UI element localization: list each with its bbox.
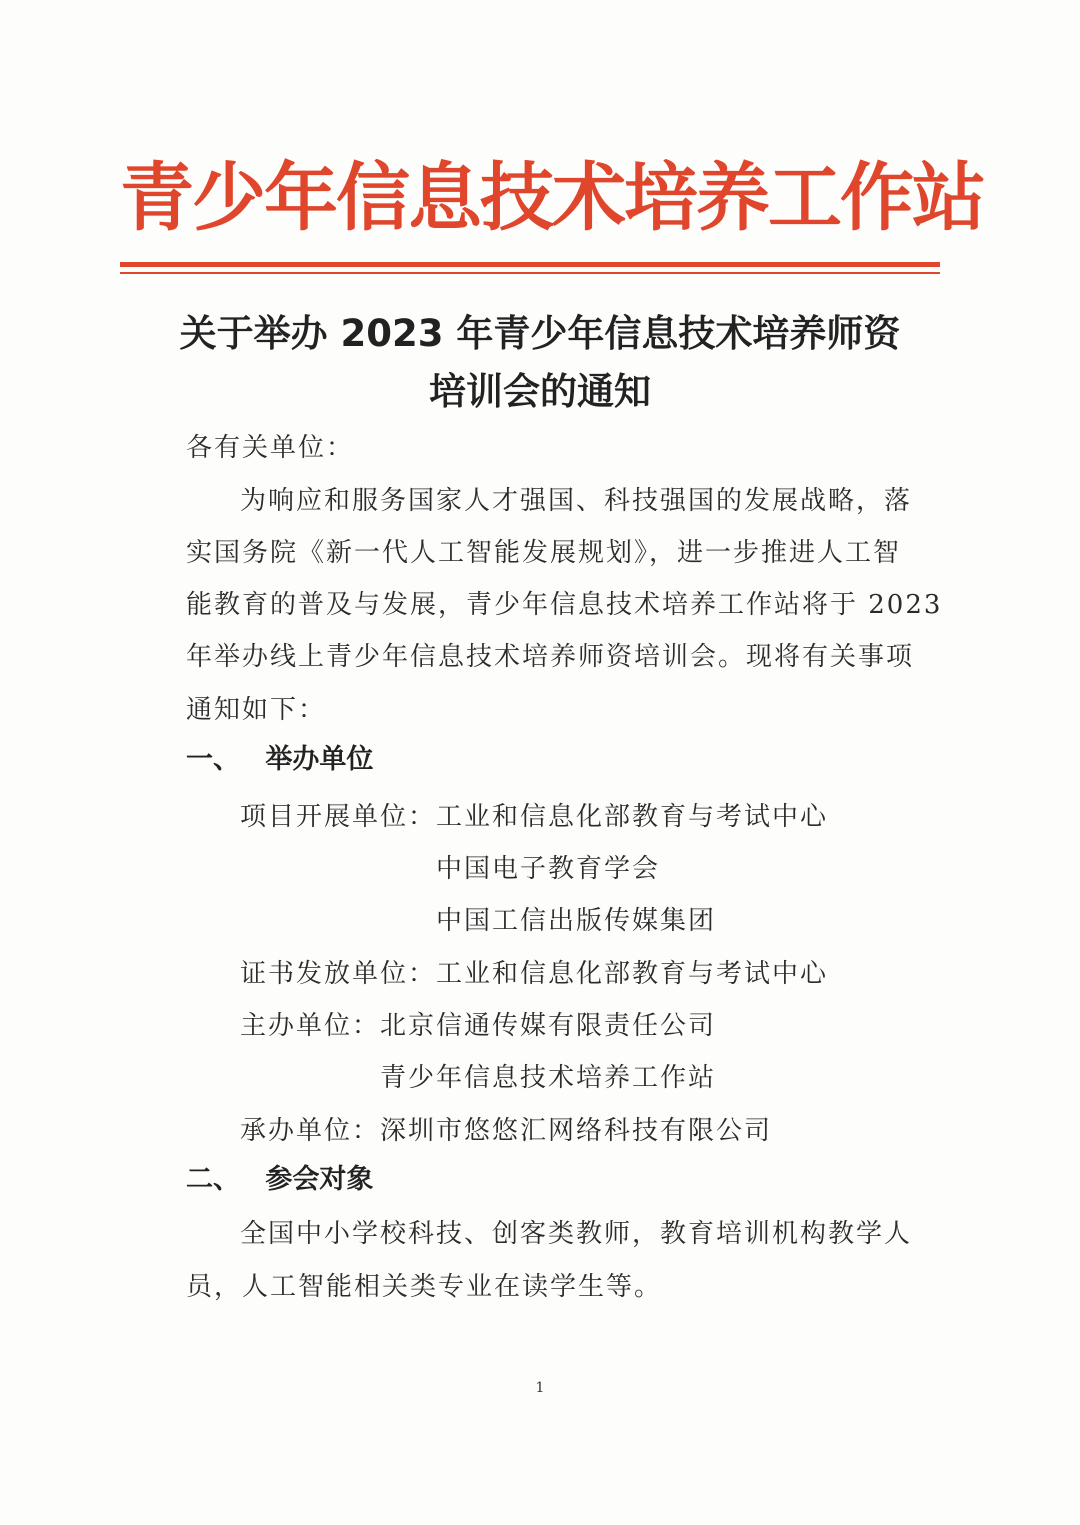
section-2-heading bbox=[186, 1154, 373, 1206]
organizer-unit: 深圳市悠悠汇网络科技有限公司 bbox=[380, 1116, 773, 1146]
masthead-rule-thin bbox=[120, 272, 940, 274]
intro-line-1: 为响应和服务国家人才强国、科技强国的发展战略，落 bbox=[240, 486, 913, 516]
project-unit-3: 中国工信出版传媒集团 bbox=[436, 906, 717, 936]
project-unit-1: 工业和信息化部教育与考试中心 bbox=[436, 802, 829, 832]
host-units-row bbox=[240, 1000, 716, 1052]
document-title-line-2: 培训会的通知 bbox=[429, 370, 651, 413]
masthead-rule-thick bbox=[120, 262, 940, 267]
section-2-body-line-2: 员，人工智能相关类专业在读学生等。 bbox=[186, 1272, 663, 1302]
host-unit-2: 青少年信息技术培养工作站 bbox=[380, 1063, 717, 1093]
document-title-line-1: 关于举办 2023 年青少年信息技术培养师资 bbox=[179, 312, 901, 355]
page-number: 1 bbox=[535, 1380, 545, 1396]
certificate-unit: 工业和信息化部教育与考试中心 bbox=[436, 959, 829, 989]
intro-line-5: 通知如下： bbox=[186, 695, 327, 725]
project-units-label: 项目开展单位： bbox=[240, 802, 437, 832]
certificate-unit-label: 证书发放单位： bbox=[240, 959, 437, 989]
section-2-number: 二、 bbox=[186, 1164, 240, 1195]
salutation: 各有关单位： bbox=[186, 433, 355, 463]
section-1-number: 一、 bbox=[186, 744, 240, 775]
project-units-row bbox=[240, 791, 828, 843]
certificate-unit-row bbox=[240, 948, 828, 1000]
intro-line-3: 能教育的普及与发展，青少年信息技术培养工作站将于 2023 bbox=[186, 590, 943, 620]
project-unit-2: 中国电子教育学会 bbox=[436, 854, 661, 884]
host-units-label: 主办单位： bbox=[240, 1011, 381, 1041]
section-1-title: 举办单位 bbox=[265, 744, 374, 775]
masthead-title: 青少年信息技术培养工作站 bbox=[120, 155, 984, 241]
host-unit-1: 北京信通传媒有限责任公司 bbox=[380, 1011, 717, 1041]
section-1-heading bbox=[186, 734, 373, 786]
organizer-unit-label: 承办单位： bbox=[240, 1116, 381, 1146]
document-title bbox=[150, 305, 930, 421]
organizer-unit-row bbox=[240, 1105, 772, 1157]
intro-line-4: 年举办线上青少年信息技术培养师资培训会。现将有关事项 bbox=[186, 642, 915, 672]
intro-line-2: 实国务院《新一代人工智能发展规划》，进一步推进人工智 bbox=[186, 538, 902, 568]
section-2-title: 参会对象 bbox=[265, 1164, 374, 1195]
section-2-body-line-1: 全国中小学校科技、创客类教师，教育培训机构教学人 bbox=[240, 1219, 913, 1249]
